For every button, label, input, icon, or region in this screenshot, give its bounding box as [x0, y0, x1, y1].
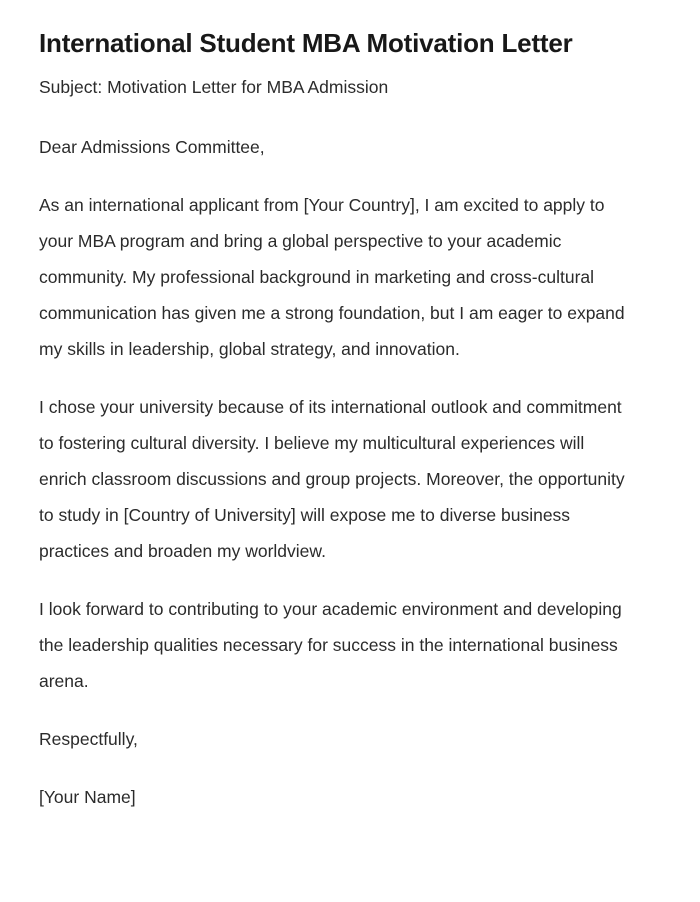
body-paragraph-1: As an international applicant from [Your Country], I am excited to apply to your MBA program and bring a global perspective to your academic community. My professional background in marketing and cross-cultural communication has given me a strong foundation, but I am eager to expand my skills in leadership, global strategy, and innovation.: [39, 195, 625, 359]
salutation: Dear Admissions Committee,: [39, 137, 265, 157]
body-paragraph-3: I look forward to contributing to your academic environment and developing the leadership qualities necessary for success in the international business arena.: [39, 599, 622, 691]
page-title: International Student MBA Motivation Letter: [39, 28, 573, 58]
letter-body: [39, 129, 636, 815]
subject-line: Subject: Motivation Letter for MBA Admission: [39, 77, 389, 97]
body-paragraph-2: I chose your university because of its international outlook and commitment to fostering cultural diversity. I believe my multicultural experiences will enrich classroom discussions and group projects. Moreover, the opportunity to study in [Country of University] will expose me to diverse business practices and broaden my worldview.: [39, 397, 625, 561]
closing-salutation: Respectfully,: [39, 729, 138, 749]
signature-name: [Your Name]: [39, 787, 136, 807]
